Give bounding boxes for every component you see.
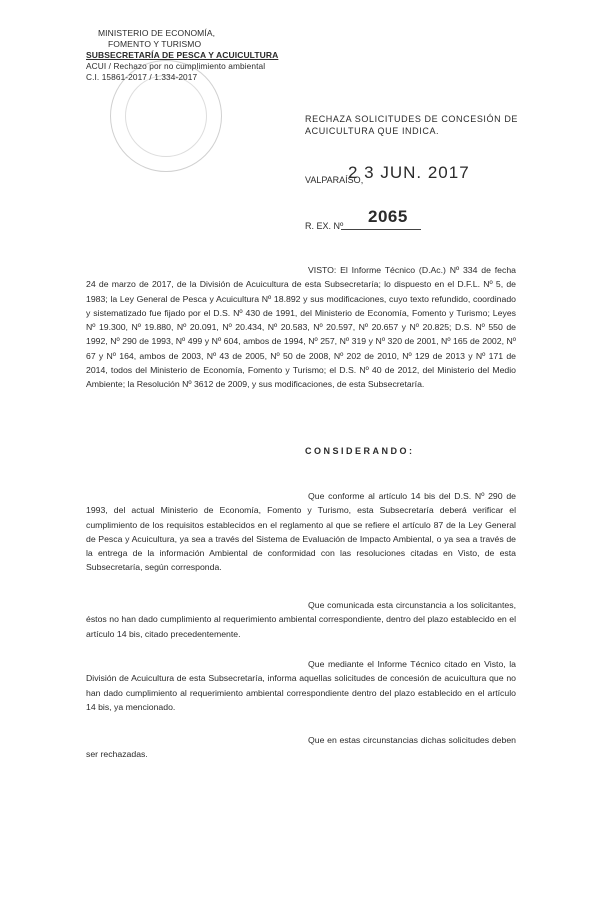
p3-lead: Que mediante el Informe Técnico citado en	[308, 659, 481, 669]
visto-lead: VISTO: El Informe Técnico (D.Ac.) Nº 334 de	[308, 265, 491, 275]
considerando-heading: CONSIDERANDO:	[305, 446, 415, 456]
p4-lead: Que en estas circunstancias dichas solicitudes	[308, 735, 490, 745]
considerando-paragraph-1	[86, 489, 516, 575]
place-label: VALPARAÍSO,	[305, 175, 364, 185]
reference-line: ACUI / Rechazo por no cumplimiento ambiental	[86, 61, 266, 71]
rex-underline	[341, 229, 421, 230]
p2-lead: Que comunicada esta circunstancia a los	[308, 600, 468, 610]
visto-body: fecha 24 de marzo de 2017, de la División de Acuicultura de esta Subsecretaría; lo dispuesto en el D.F.L. Nº 5, de 1983; la Ley General de Pesca y Acuicultura Nº 18.892 y sus modificaciones, cuyo texto refundido, coordinado y sistematizado fue fijado por el D.S. Nº 430 de 1991, del Ministerio de Economía, Fomento y Turismo; Leyes Nº 19.300, Nº 19.880, Nº 20.091, Nº 20.434, Nº 20.583, Nº 20.597, Nº 20.657 y Nº 20.825; D.S. Nº 550 de 1992, Nº 290 de 1993, Nº 499 y Nº 604, ambos de 1994, Nº 257, Nº 319 y Nº 320 de 2001, Nº 165 de 2002, Nº 67 y Nº 164, ambos de 2003, Nº 43 de 2005, Nº 50 de 2008, Nº 202 de 2010, Nº 129 de 2013 y Nº 171 de 2014, todos del Ministerio de Economía, Fomento y Turismo; el D.S. Nº 40 de 2012, del Ministerio del Medio Ambiente; la Resolución Nº 3612 de 2009, y sus modificaciones, de esta Subsecretaría.	[86, 265, 516, 390]
ministry-name: MINISTERIO DE ECONOMÍA,	[98, 28, 216, 38]
visto-paragraph	[86, 263, 516, 392]
reference-code: C.I. 15861-2017 / 1.334-2017	[86, 72, 198, 82]
considerando-paragraph-2	[86, 598, 516, 641]
ministry-name-line2: FOMENTO Y TURISMO	[108, 39, 202, 49]
considerando-paragraph-3	[86, 657, 516, 714]
subsecretaria-name: SUBSECRETARÍA DE PESCA Y ACUICULTURA	[86, 50, 279, 60]
resolution-date: 2 3 JUN. 2017	[348, 163, 470, 182]
resolution-subject: RECHAZA SOLICITUDES DE CONCESIÓN DE ACUICULTURA QUE INDICA.	[305, 114, 519, 136]
rex-label: R. EX. Nº	[305, 221, 344, 231]
p3-body: Visto, la División de Acuicultura de esta Subsecretaría, informa aquellas solicitudes de concesión de acuicultura que no han dado cumplimiento al requerimiento ambiental correspondiente dentro del plazo establecido en el artículo 14 bis, ya mencionado.	[86, 659, 516, 712]
rex-number: 2065	[368, 207, 408, 226]
p4-body: deben ser rechazadas.	[86, 735, 516, 760]
p1-body: de 1993, del actual Ministerio de Economía, Fomento y Turismo, esta Subsecretaría deberá verificar el cumplimiento de los requisitos establecidos en el reglamento al que se refiere el artículo 87 de la Ley General de Pesca y Acuicultura, ya sea a través del Sistema de Evaluación de Impacto Ambiental, o ya sea a través de la entrega de la información Ambiental de conformidad con las resoluciones citadas en Visto, de esta Subsecretaría, según corresponda.	[86, 491, 516, 573]
official-seal-stamp	[110, 60, 222, 172]
considerando-paragraph-4	[86, 733, 516, 762]
p1-lead: Que conforme al artículo 14 bis del D.S. Nº 290	[308, 491, 503, 501]
p2-body: solicitantes, éstos no han dado cumplimiento al requerimiento ambiental correspondiente, dentro del plazo establecido en el artículo 14 bis, citado precedentemente.	[86, 600, 516, 639]
